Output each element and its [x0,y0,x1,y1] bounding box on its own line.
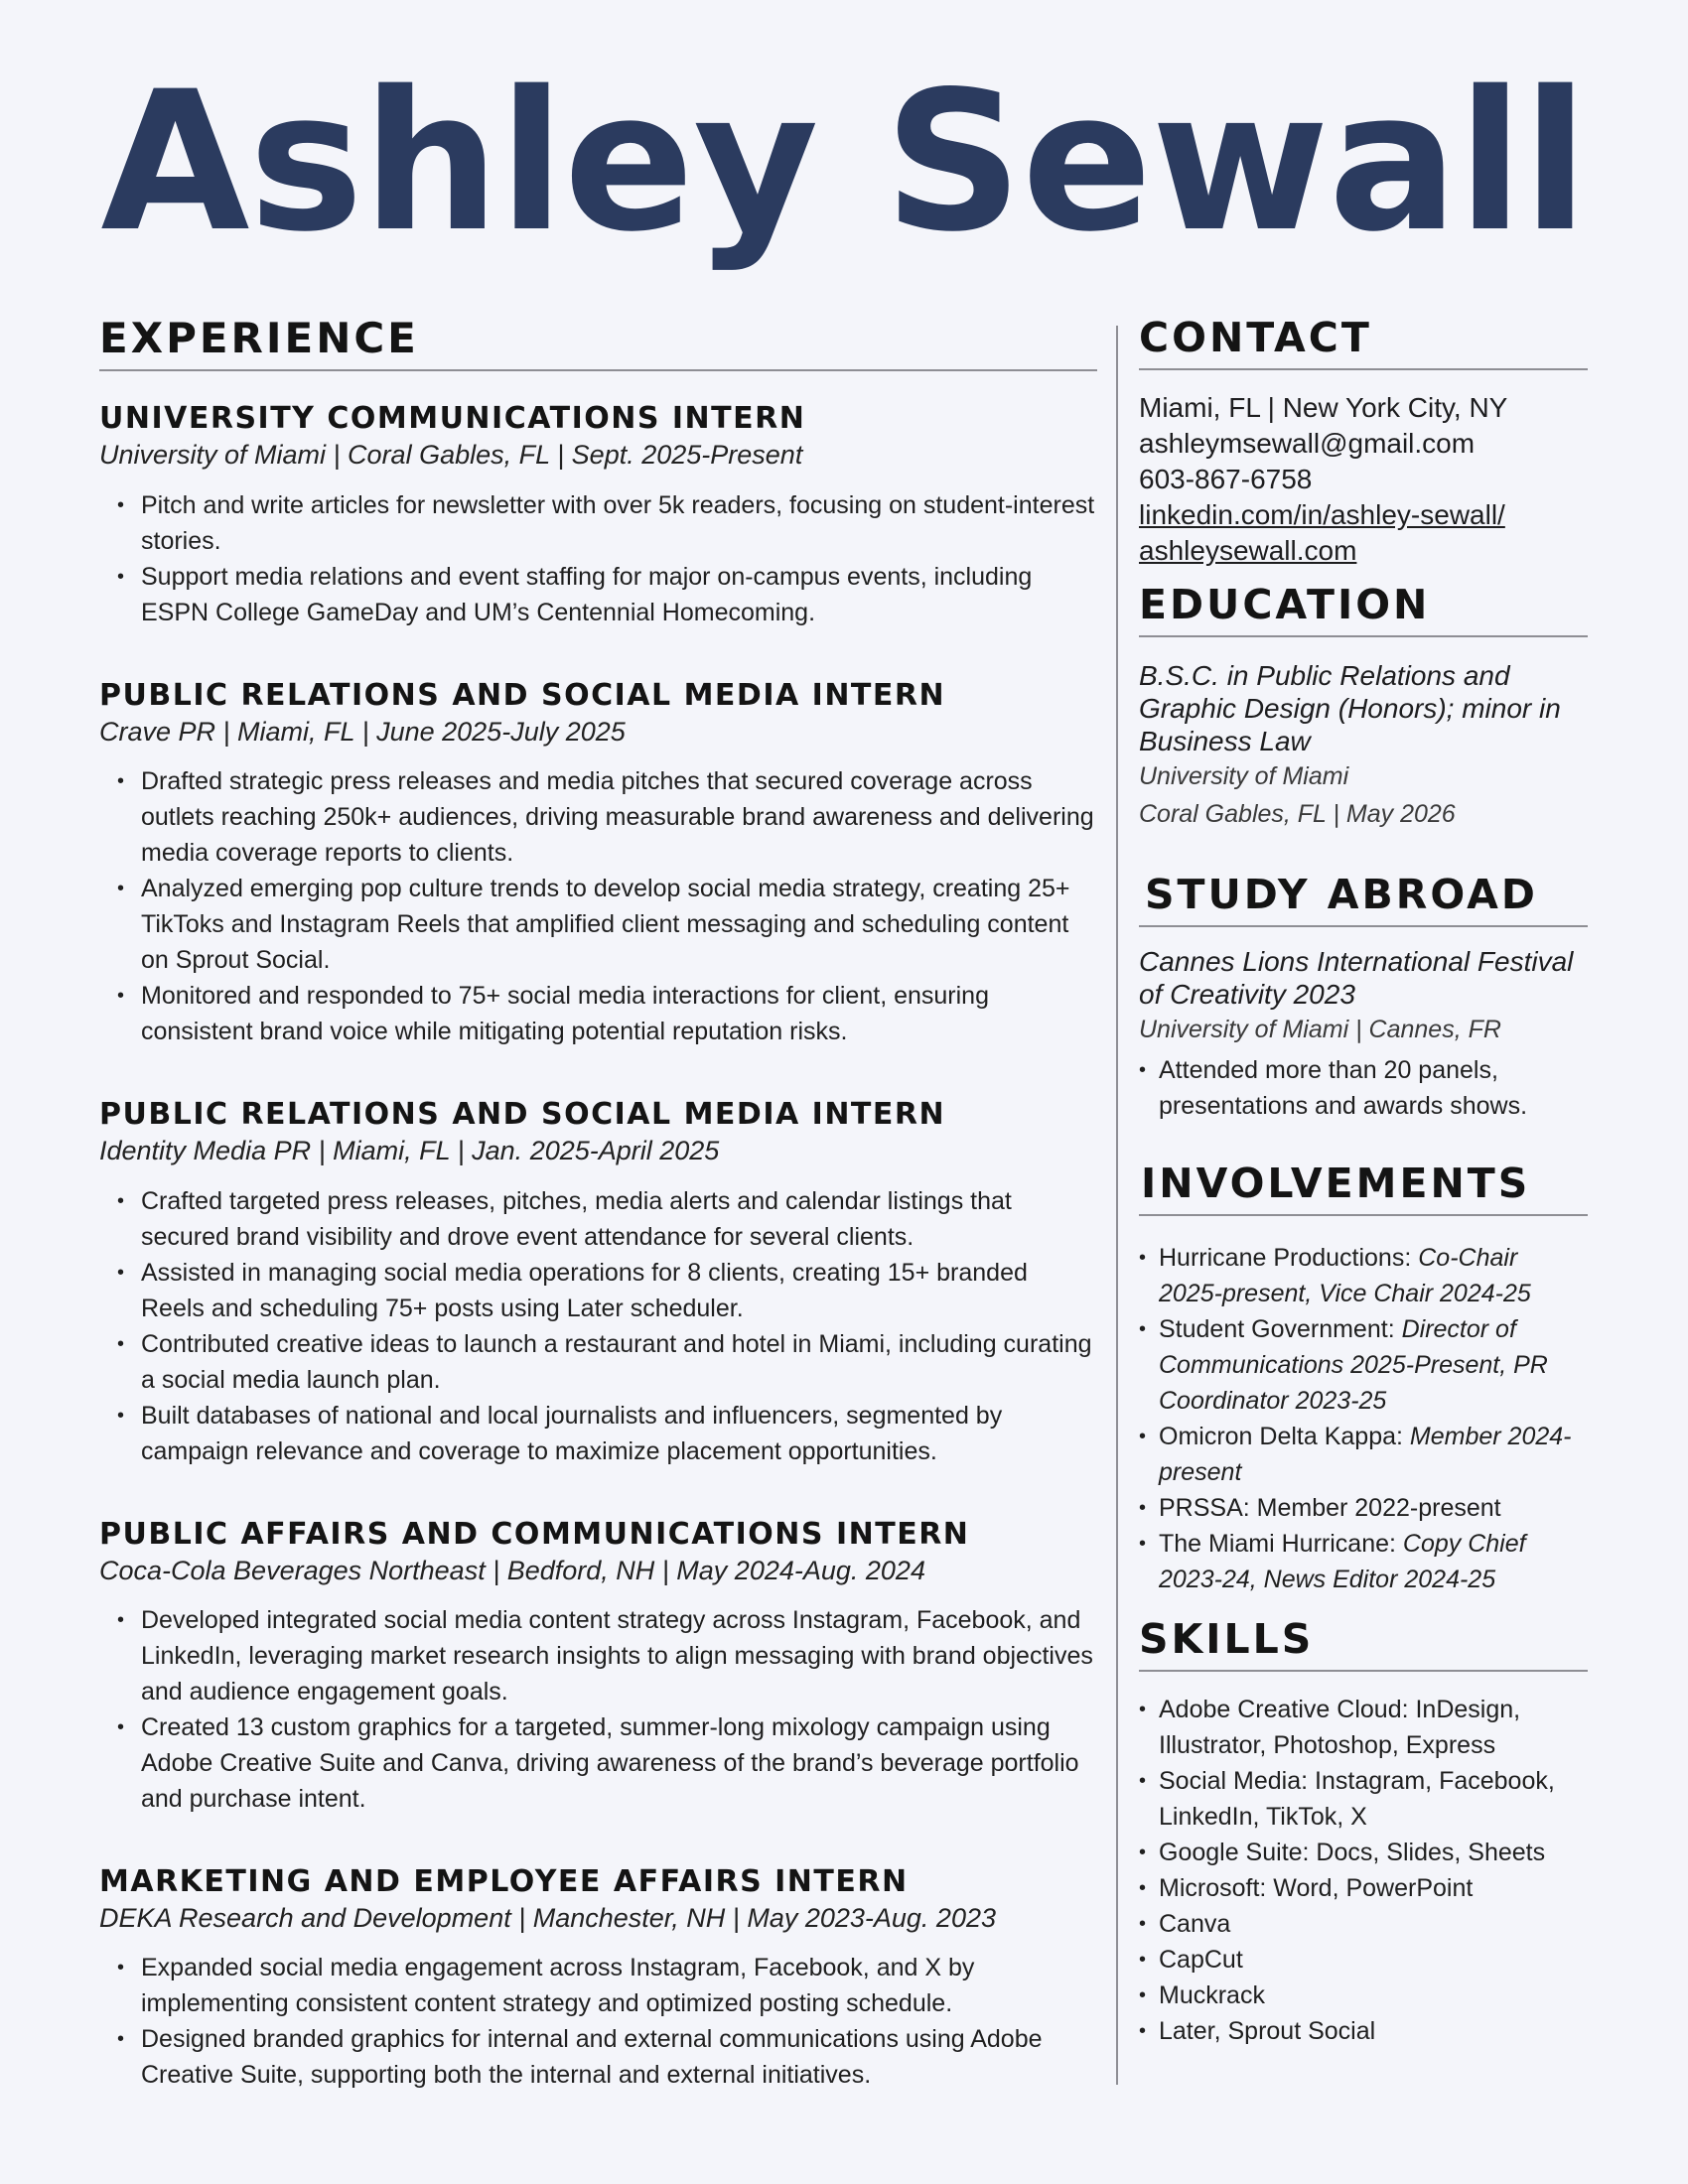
job-bullet: • Pitch and write articles for newsletter with over 5k readers, focusing on student-interest stories. [99,487,1097,559]
job-entry [99,1864,1097,2093]
sidebar-column [1139,316,1588,2049]
resume-name: Ashley Sewall [100,50,1588,274]
involvement-item [1139,1419,1588,1490]
involvement-org: Omicron Delta Kappa: [1159,1423,1403,1451]
involvements-heading: INVOLVEMENTS [1139,1161,1588,1216]
skill-item: • Microsoft: Word, PowerPoint [1139,1870,1588,1906]
study-abroad-program: Cannes Lions International Festival of Creativity 2023 [1139,946,1574,1011]
job-bullets [99,1950,1097,2093]
involvement-role: Member 2024-present [1159,1423,1572,1487]
job-bullet: • Assisted in managing social media operations for 8 clients, creating 15+ branded Reels and scheduling 75+ posts using Later scheduler. [99,1255,1097,1326]
contact-block [1139,390,1588,569]
study-abroad-heading: STUDY ABROAD [1139,873,1588,927]
study-abroad-bullet: • Attended more than 20 panels, presentations and awards shows. [1139,1052,1588,1124]
job-title: MARKETING AND EMPLOYEE AFFAIRS INTERN [99,1863,909,1899]
job-title: PUBLIC RELATIONS AND SOCIAL MEDIA INTERN [99,677,946,713]
job-bullet: • Crafted targeted press releases, pitches, media alerts and calendar listings that secured brand visibility and drove event attendance for several clients. [99,1183,1097,1255]
skill-item: • Google Suite: Docs, Slides, Sheets [1139,1835,1588,1870]
job-bullets [99,1183,1097,1469]
job-meta: University of Miami | Coral Gables, FL | Sept. 2025-Present [99,440,803,471]
involvement-role: Copy Chief 2023-24, News Editor 2024-25 [1159,1530,1526,1594]
job-bullet: • Monitored and responded to 75+ social media interactions for client, ensuring consistent brand voice while mitigating potential reputation risks. [99,978,1097,1049]
education-block [1139,659,1588,833]
involvement-item [1139,1490,1588,1526]
job-bullet: • Contributed creative ideas to launch a restaurant and hotel in Miami, including curating a social media launch plan. [99,1326,1097,1398]
linkedin-link[interactable]: linkedin.com/in/ashley-sewall/ [1139,499,1505,531]
experience-column [99,316,1097,2093]
job-meta: Identity Media PR | Miami, FL | Jan. 2025-April 2025 [99,1136,720,1166]
study-abroad-meta: University of Miami | Cannes, FR [1139,1016,1501,1044]
job-entry [99,678,1097,1049]
job-bullet: • Built databases of national and local journalists and influencers, segmented by campaign relevance and coverage to maximize placement opportunities. [99,1398,1097,1469]
job-bullet: • Expanded social media engagement across Instagram, Facebook, and X by implementing consistent content strategy and optimized posting schedule. [99,1950,1097,2021]
involvement-item [1139,1240,1588,1311]
experience-heading: EXPERIENCE [99,316,1097,371]
involvements-list [1139,1240,1588,1597]
contact-email[interactable]: ashleymsewall@gmail.com [1139,428,1476,460]
job-bullet: • Created 13 custom graphics for a targeted, summer-long mixology campaign using Adobe Creative Suite and Canva, driving awareness of the brand’s beverage portfolio and purchase intent. [99,1709,1097,1817]
skills-heading: SKILLS [1139,1617,1588,1672]
website-link[interactable]: ashleysewall.com [1139,535,1357,567]
job-bullet: • Developed integrated social media content strategy across Instagram, Facebook, and LinkedIn, leveraging market research insights to align messaging with brand objectives and audience engagement goals. [99,1602,1097,1709]
column-divider [1116,326,1118,2085]
job-bullets [99,1602,1097,1817]
contact-heading: CONTACT [1139,316,1588,370]
skills-list [1139,1692,1588,2049]
education-heading: EDUCATION [1139,583,1588,637]
skill-item: • Social Media: Instagram, Facebook, LinkedIn, TikTok, X [1139,1763,1588,1835]
involvement-role: Director of Communications 2025-Present, PR Coordinator 2023-25 [1159,1315,1548,1416]
education-location-date: Coral Gables, FL | May 2026 [1139,800,1456,829]
job-entry [99,1097,1097,1468]
skill-item: • Adobe Creative Cloud: InDesign, Illustrator, Photoshop, Express [1139,1692,1588,1763]
job-bullet: • Drafted strategic press releases and media pitches that secured coverage across outlets reaching 250k+ audiences, driving measurable brand awareness and delivering media coverage reports to clients. [99,763,1097,871]
job-bullets [99,487,1097,630]
skill-item: • Muckrack [1139,1978,1588,2013]
involvement-org: Hurricane Productions: [1159,1244,1412,1273]
skill-item: • Canva [1139,1906,1588,1942]
skill-item: • Later, Sprout Social [1139,2013,1588,2049]
job-bullets [99,763,1097,1049]
job-meta: Crave PR | Miami, FL | June 2025-July 2025 [99,716,626,747]
study-abroad-block [1139,945,1588,1124]
job-title: UNIVERSITY COMMUNICATIONS INTERN [99,401,806,437]
study-abroad-bullets [1139,1052,1588,1124]
job-title: PUBLIC RELATIONS AND SOCIAL MEDIA INTERN [99,1097,946,1133]
job-bullet: • Analyzed emerging pop culture trends to develop social media strategy, creating 25+ TikToks and Instagram Reels that amplified client messaging and scheduling content on Sprout Social. [99,871,1097,978]
involvement-item [1139,1526,1588,1597]
skill-item: • CapCut [1139,1942,1588,1978]
education-school: University of Miami [1139,762,1349,791]
involvement-org: PRSSA: Member 2022-present [1159,1494,1501,1523]
job-meta: Coca-Cola Beverages Northeast | Bedford, NH | May 2024-Aug. 2024 [99,1555,925,1585]
contact-phone: 603-867-6758 [1139,464,1313,495]
involvement-item [1139,1311,1588,1419]
job-bullet: • Designed branded graphics for internal and external communications using Adobe Creative Suite, supporting both the internal and external initiatives. [99,2021,1097,2093]
job-title: PUBLIC AFFAIRS AND COMMUNICATIONS INTERN [99,1516,970,1552]
involvement-org: Student Government: [1159,1315,1395,1344]
job-bullet: • Support media relations and event staffing for major on-campus events, including ESPN College GameDay and UM’s Centennial Homecoming. [99,559,1097,630]
involvement-role: Co-Chair 2025-present, Vice Chair 2024-25 [1159,1244,1531,1308]
contact-location: Miami, FL | New York City, NY [1139,392,1508,424]
job-entry [99,1517,1097,1817]
involvement-org: The Miami Hurricane: [1159,1530,1396,1559]
education-degree: B.S.C. in Public Relations and Graphic Design (Honors); minor in Business Law [1139,660,1561,757]
job-meta: DEKA Research and Development | Manchester, NH | May 2023-Aug. 2023 [99,1902,996,1933]
job-entry [99,401,1097,629]
